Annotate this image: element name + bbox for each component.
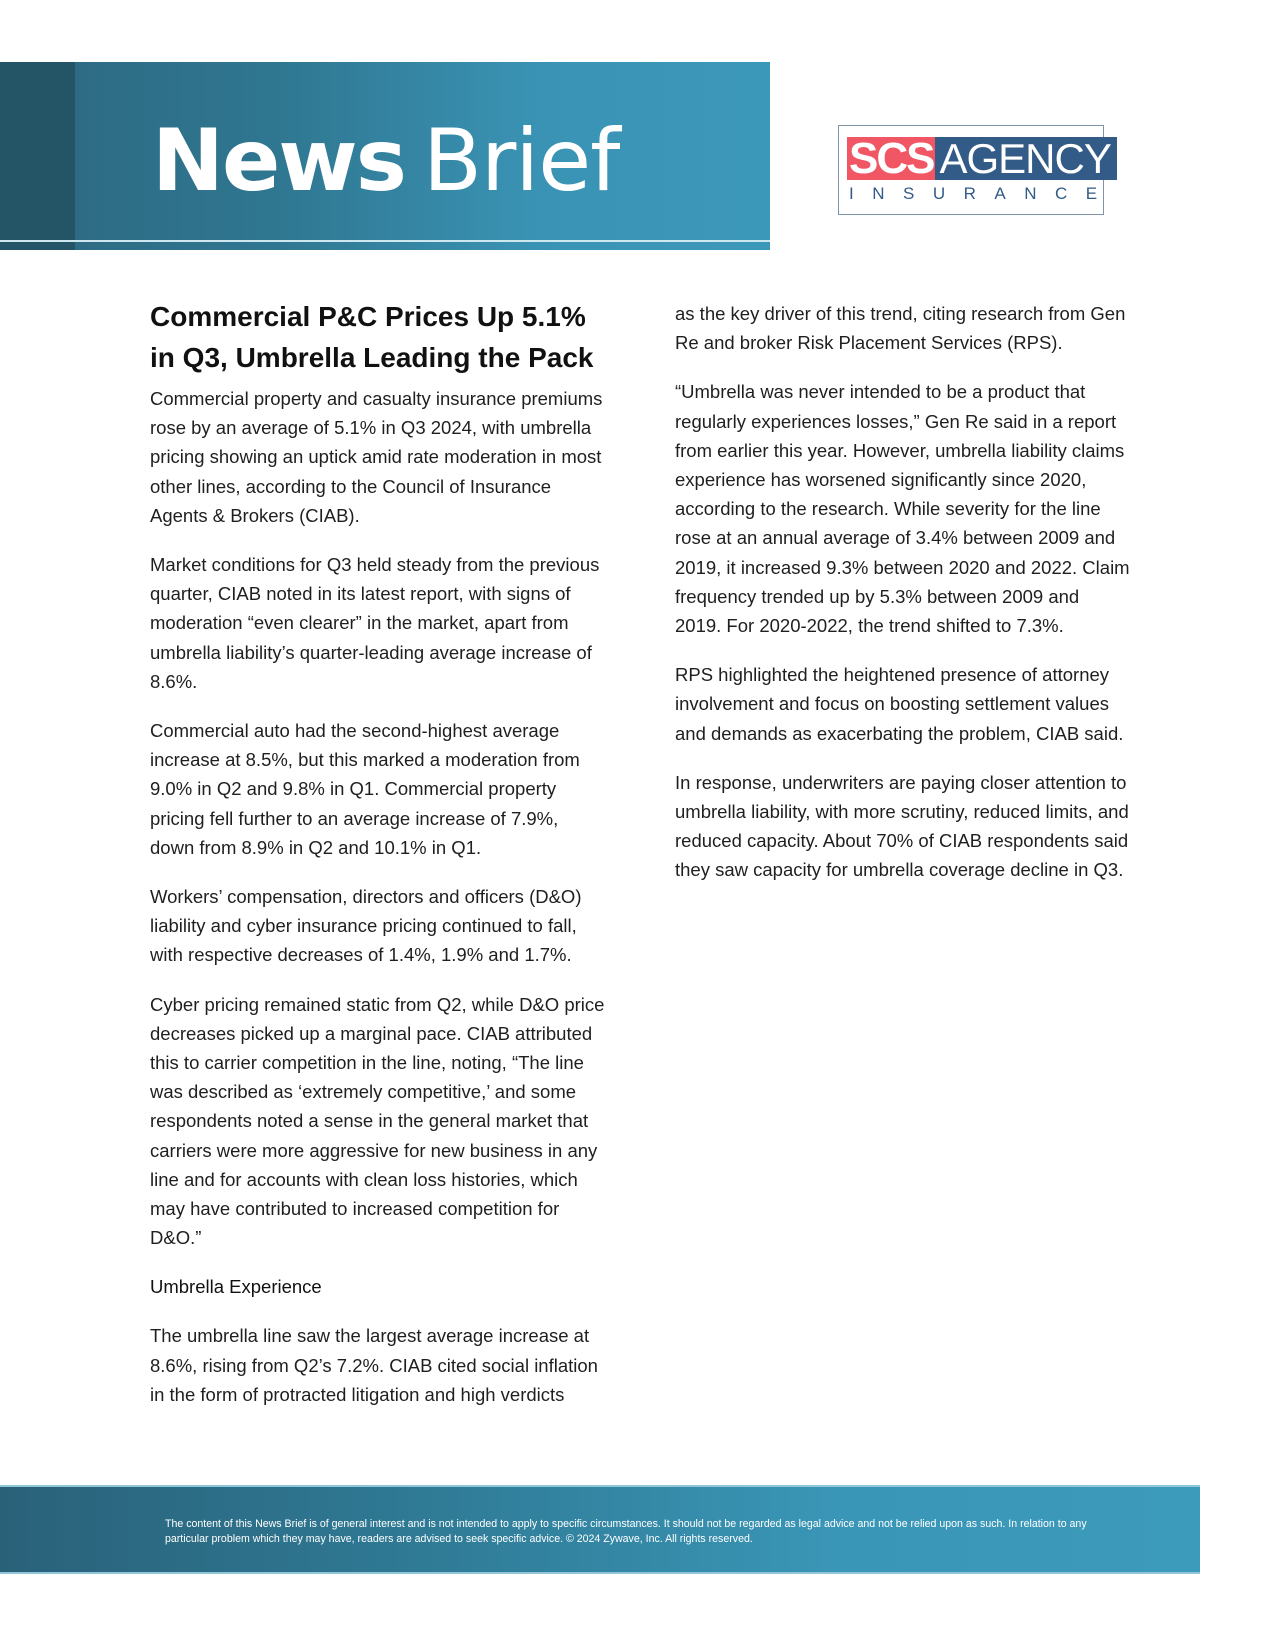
article-paragraph: Commercial property and casualty insurance premiums rose by an average of 5.1% in Q3 2024, with umbrella pricing showing an uptick amid rate moderation in most other lines, according to the Council of Insurance Agents & Brokers (CIAB). <box>150 388 603 526</box>
title-bold: News <box>152 111 405 211</box>
logo-agency: AGENCY <box>935 137 1116 180</box>
banner-divider <box>0 240 770 242</box>
article-paragraph: In response, underwriters are paying closer attention to umbrella liability, with more scrutiny, reduced limits, and reduced capacity. About 70% of CIAB respondents said they saw capacity for umbrella coverage decline in Q3. <box>675 771 1129 881</box>
page-title <box>152 106 619 216</box>
logo-insurance: INSURANCE <box>849 184 1116 203</box>
article-paragraph: “Umbrella was never intended to be a product that regularly experiences losses,” Gen Re said in a report from earlier this year. However, umbrella liability claims experience has worsened significantly since 2020, according to the research. While severity for the line rose at an annual average of 3.4% between 2009 and 2019, it increased 9.3% between 2020 and 2022. Claim frequency trended up by 5.3% between 2009 and 2019. For 2020-2022, the trend shifted to 7.3%. <box>675 381 1130 637</box>
article-paragraph: RPS highlighted the heightened presence of attorney involvement and focus on boosting settlement values and demands as exacerbating the problem, CIAB said. <box>675 664 1124 744</box>
logo-wordmark <box>847 134 1117 183</box>
title-light: Brief <box>422 111 620 211</box>
article-column-right <box>675 299 1130 905</box>
footer-disclaimer: The content of this News Brief is of general interest and is not intended to apply to specific circumstances. It should not be regarded as legal advice and not be relied upon as such. In relation to any particular problem which they may have, readers are advised to seek specific advice. © 2024 Zywave, Inc. All rights reserved. <box>165 1518 1087 1545</box>
article-paragraph: Commercial auto had the second-highest average increase at 8.5%, but this marked a moderation from 9.0% in Q2 and 9.8% in Q1. Commercial property pricing fell further to an average increase of 7.9%, down from 8.9% in Q2 and 10.1% in Q1. <box>150 720 580 858</box>
header-banner <box>0 62 770 250</box>
article-paragraph: Workers’ compensation, directors and officers (D&O) liability and cyber insurance pricing continued to fall, with respective decreases of 1.4%, 1.9% and 1.7%. <box>150 886 582 966</box>
article-column-left <box>150 296 605 1429</box>
section-subheading: Umbrella Experience <box>150 1276 322 1298</box>
footer-banner <box>0 1485 1200 1574</box>
logo-scs: SCS <box>849 134 934 183</box>
article-paragraph: Market conditions for Q3 held steady from the previous quarter, CIAB noted in its latest report, with signs of moderation “even clearer” in the market, apart from umbrella liability’s quarter-leading average increase of 8.6%. <box>150 554 600 692</box>
banner-accent-bar <box>0 62 75 250</box>
article-paragraph: Cyber pricing remained static from Q2, while D&O price decreases picked up a marginal pace. CIAB attributed this to carrier competition in the line, noting, “The line was described as ‘extremely competitive,’ and some respondents noted a sense in the general market that carriers were more aggressive for new business in any line and for accounts with clean loss histories, which may have contributed to increased competition for D&O.” <box>150 993 605 1249</box>
article-paragraph: The umbrella line saw the largest average increase at 8.6%, rising from Q2’s 7.2%. CIAB cited social inflation in the form of protracted litigation and high verdicts <box>150 1325 598 1405</box>
company-logo <box>838 125 1116 215</box>
article-paragraph: as the key driver of this trend, citing research from Gen Re and broker Risk Placement Services (RPS). <box>675 303 1126 354</box>
article-headline: Commercial P&C Prices Up 5.1% in Q3, Umbrella Leading the Pack <box>150 301 594 373</box>
